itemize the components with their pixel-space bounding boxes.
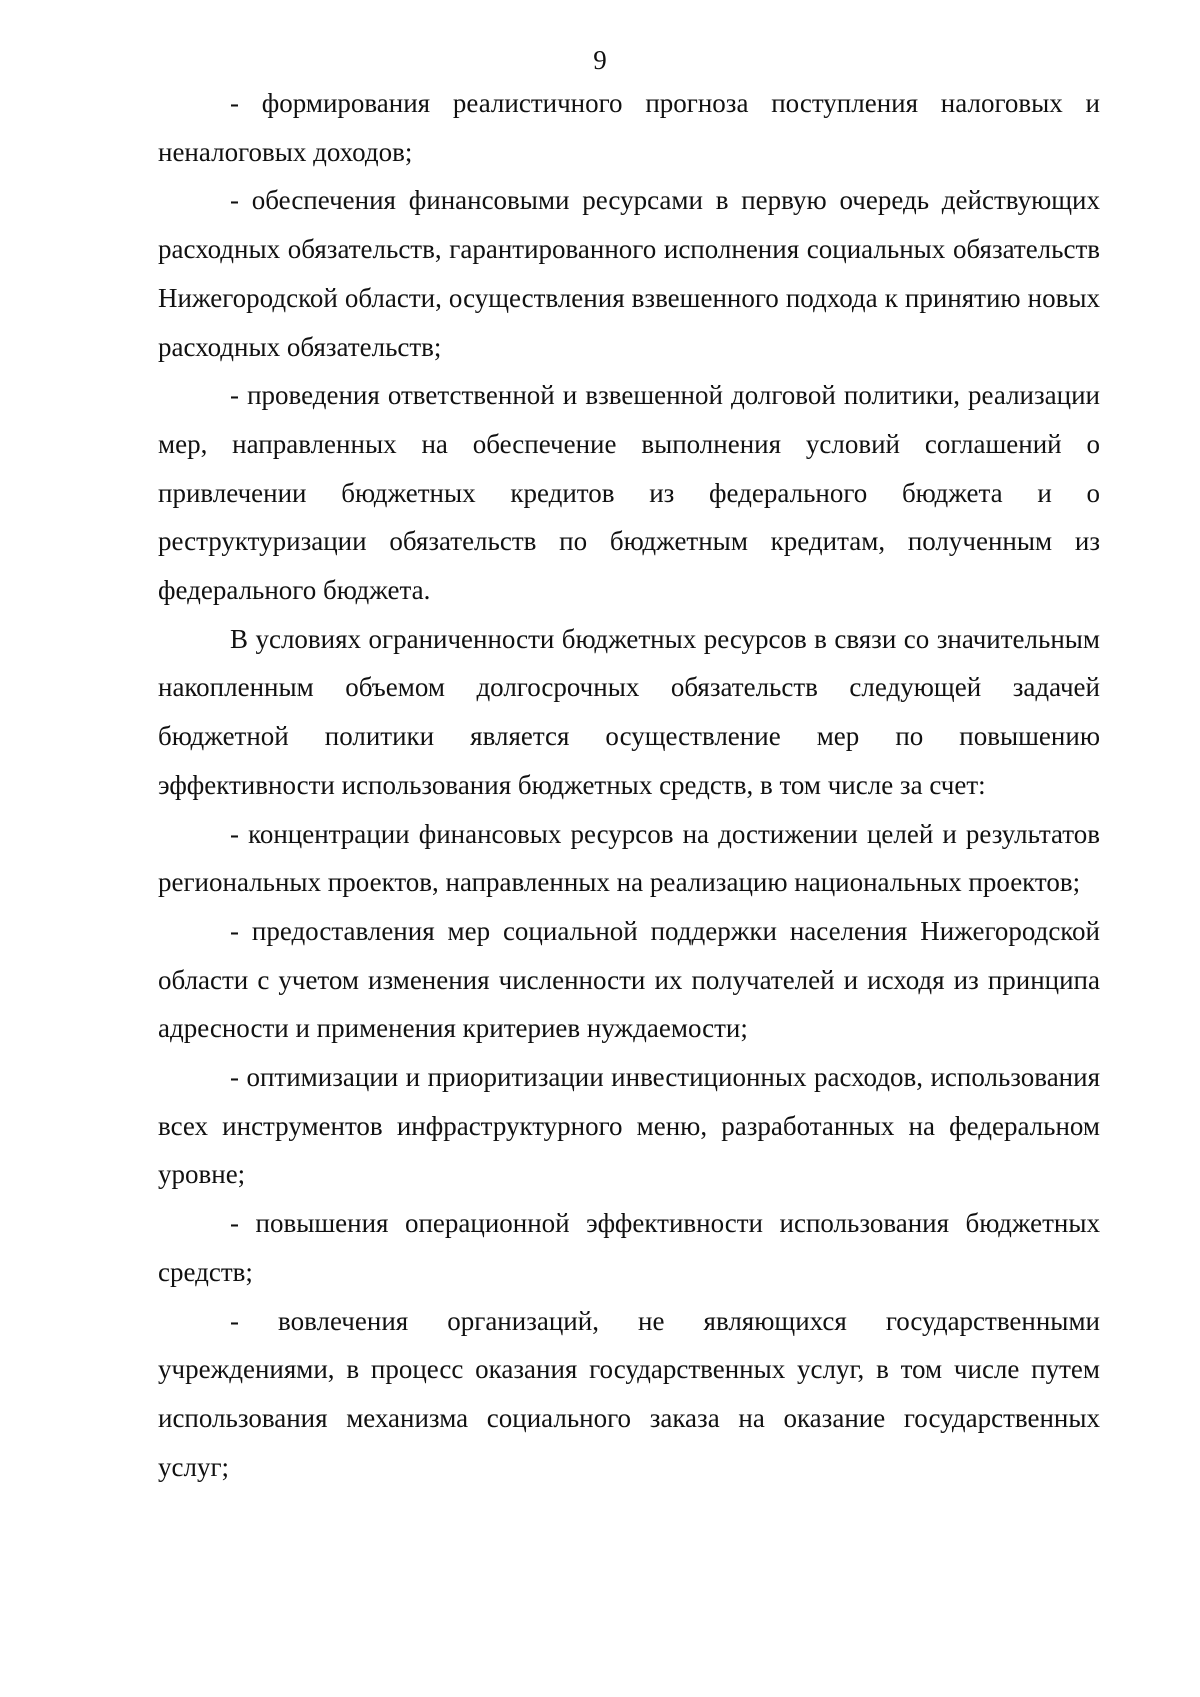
paragraph-social-support: - предоставления мер социальной поддержки населения Нижегородской области с учетом изменения численности их получателей и исходя из принципа адресности и применения критериев нуждаемости; [158,915,1100,1044]
paragraph-revenue-forecast: - формирования реалистичного прогноза поступления налоговых и неналоговых доходов; [158,88,1100,167]
paragraph-investment-expenses: - оптимизации и приоритизации инвестиционных расходов, использования всех инструментов инфраструктурного меню, разработанных на федеральном уровне; [158,1062,1100,1190]
document-body [158,79,1100,1491]
paragraph-financial-resources: - обеспечения финансовыми ресурсами в первую очередь действующих расходных обязательств, гарантированного исполнения социальных обязательств Нижегородской области, осуществления взвешенного подхода к принятию новых расходных обязательств; [158,185,1100,362]
paragraph-operational-efficiency: - повышения операционной эффективности использования бюджетных средств; [158,1208,1100,1287]
paragraph-budget-efficiency: В условиях ограниченности бюджетных ресурсов в связи со значительным накопленным объемом долгосрочных обязательств следующей задачей бюджетной политики является осуществление мер по повышению эффективности использования бюджетных средств, в том числе за счет: [158,623,1100,800]
paragraph-debt-policy: - проведения ответственной и взвешенной долговой политики, реализации мер, направленных на обеспечение выполнения условий соглашений о привлечении бюджетных кредитов из федерального бюджета и о реструктуризации обязательств по бюджетным кредитам, полученным из федерального бюджета. [158,380,1100,606]
paragraph-regional-projects: - концентрации финансовых ресурсов на достижении целей и результатов региональных проектов, направленных на реализацию национальных проектов; [158,818,1100,898]
page-number: 9 [593,45,607,75]
paragraph-social-order: - вовлечения организаций, не являющихся государственными учреждениями, в процесс оказания государственных услуг, в том числе путем использования механизма социального заказа на оказание государственных услуг; [158,1305,1100,1482]
